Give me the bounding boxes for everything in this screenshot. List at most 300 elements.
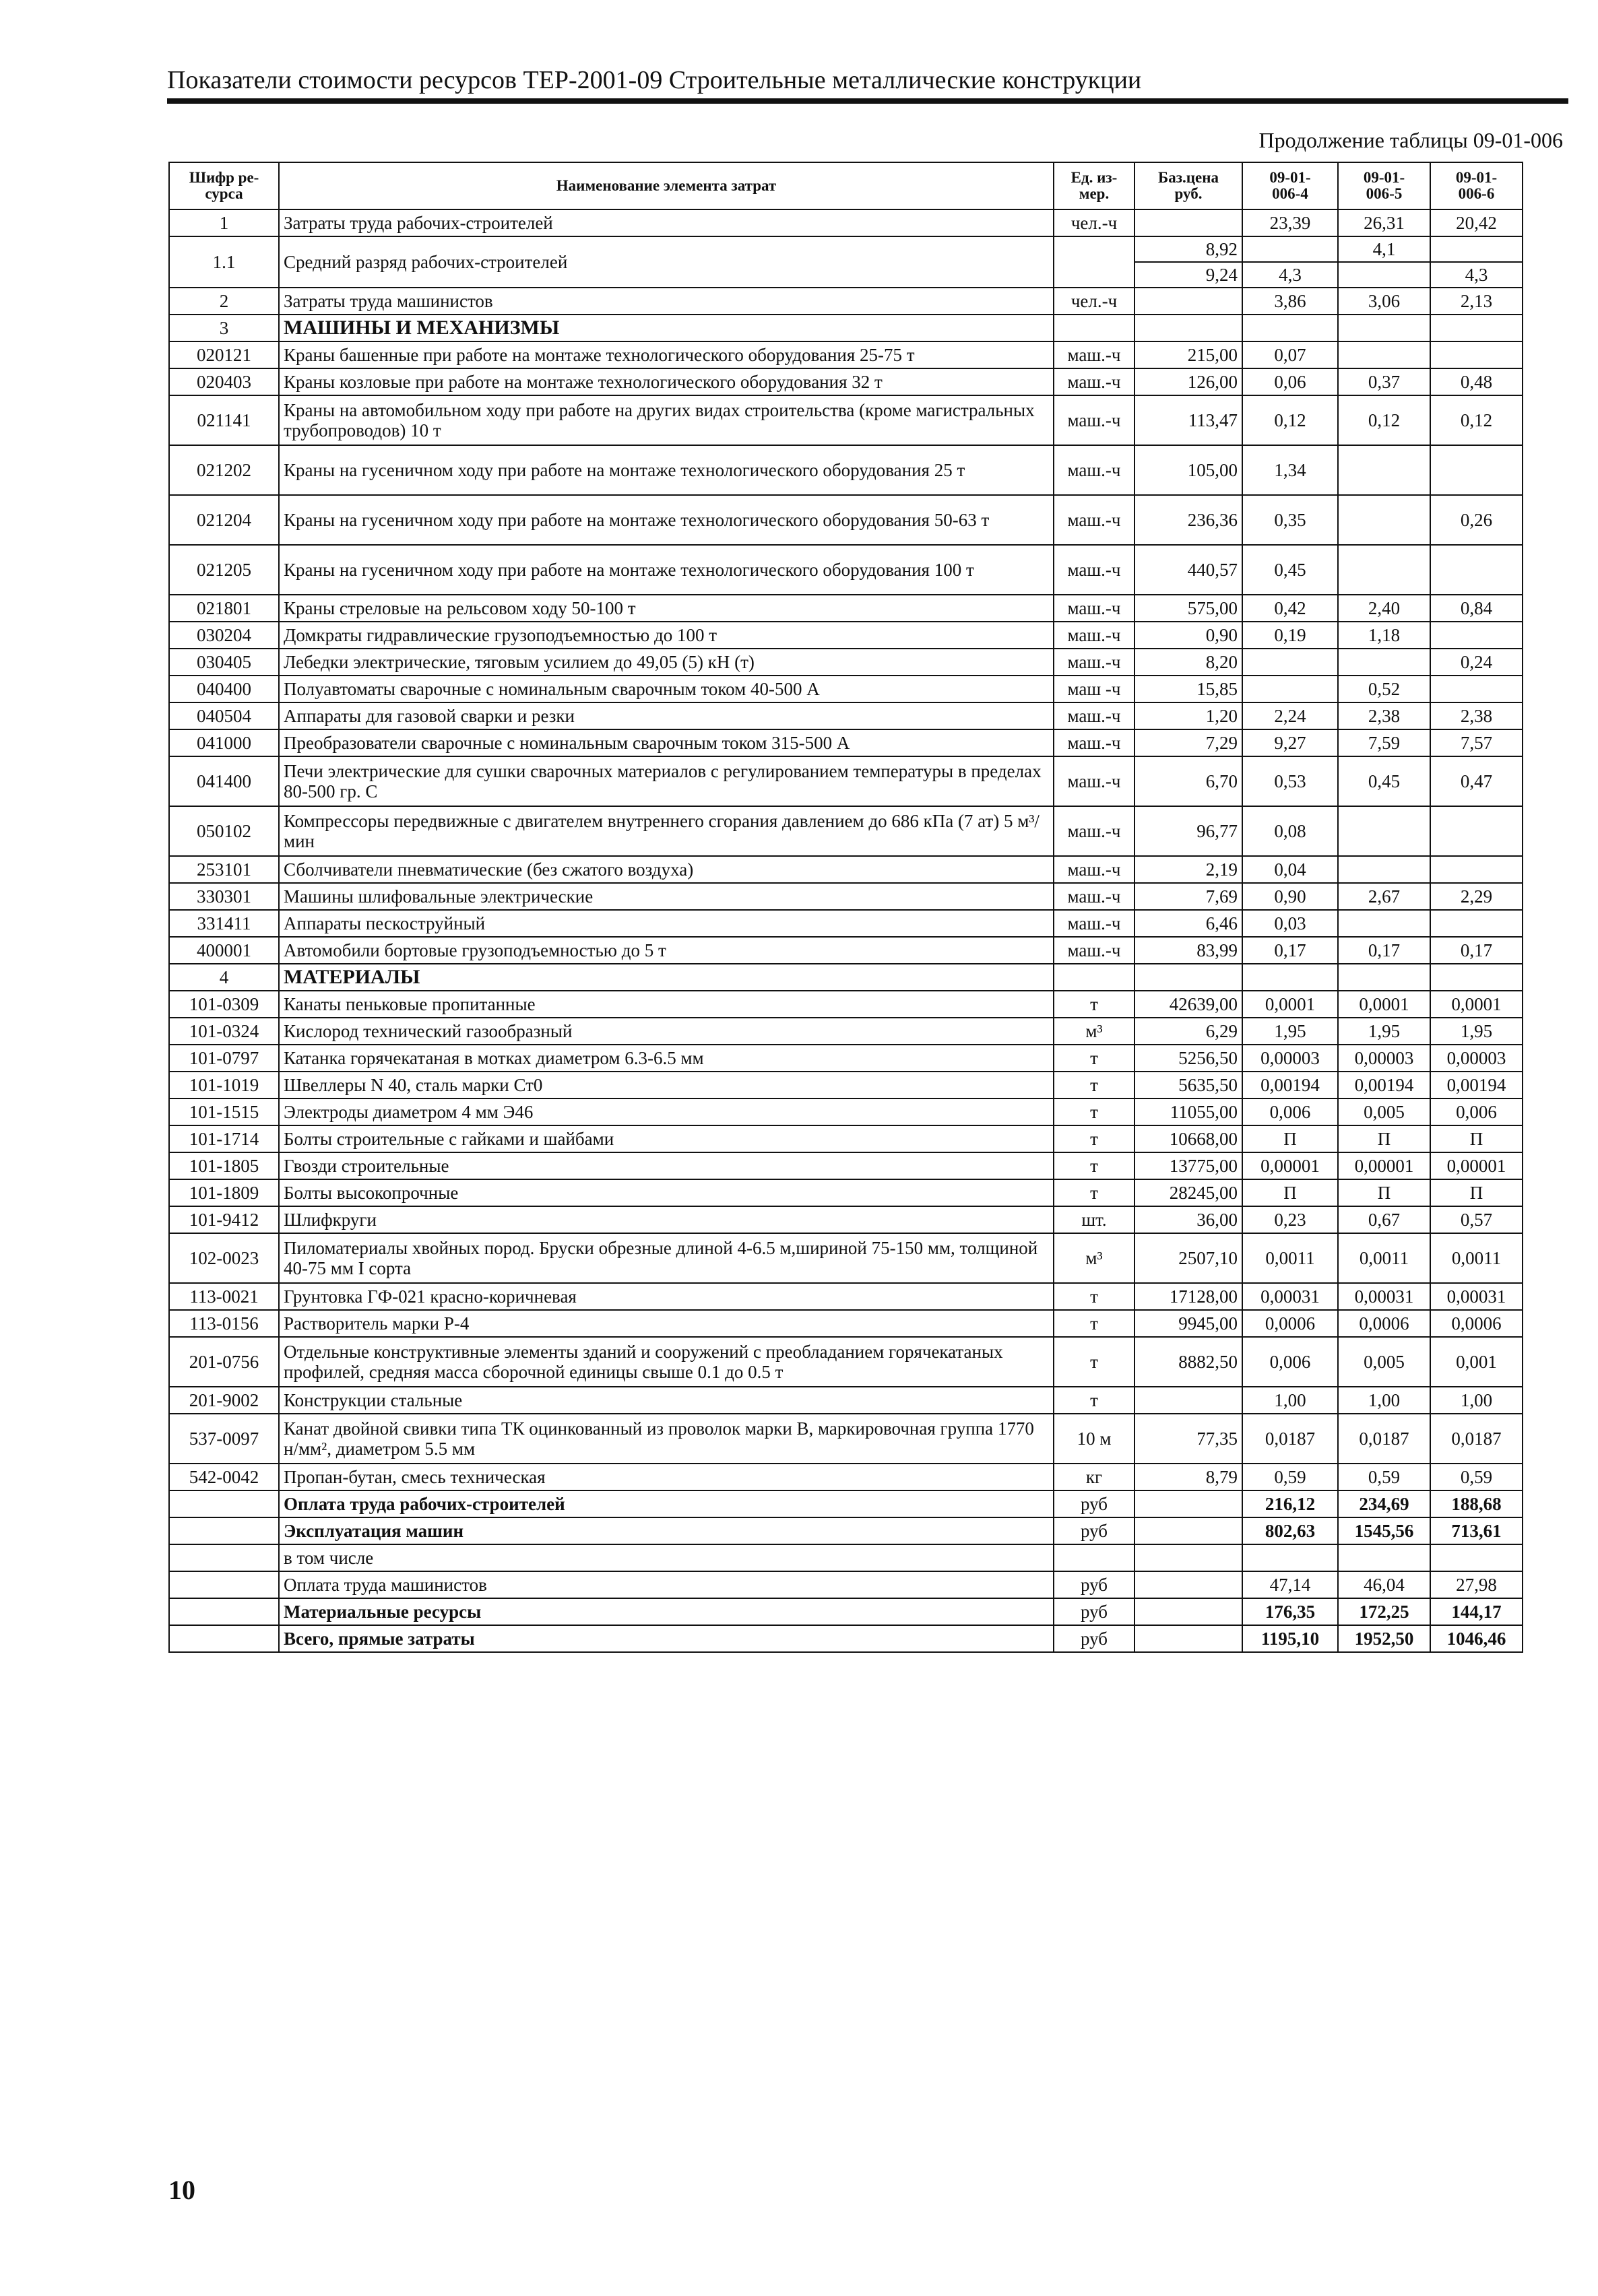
norm-value-006-6: 0,84 [1430,595,1523,622]
norm-value-006-6: 0,00194 [1430,1072,1523,1098]
base-price [1134,1571,1242,1598]
unit-of-measure: т [1054,1072,1134,1098]
norm-value-006-5 [1338,495,1430,545]
table-row [169,315,1523,341]
norm-value-006-4 [1242,315,1338,341]
norm-value-006-5: 0,12 [1338,395,1430,445]
table-row [169,1490,1523,1517]
norm-value-006-5: 26,31 [1338,209,1430,236]
norm-value-006-6 [1430,856,1523,883]
unit-of-measure: маш.-ч [1054,729,1134,756]
base-price [1134,288,1242,315]
unit-of-measure: т [1054,1179,1134,1206]
norm-value-006-4: 216,12 [1242,1490,1338,1517]
resource-code: 021202 [169,445,279,495]
table-row [169,1598,1523,1625]
resource-code: 021204 [169,495,279,545]
base-price: 236,36 [1134,495,1242,545]
cost-element-name: Печи электрические для сушки сварочных материалов с регулированием температуры в пределах 80-500 гр. С [279,756,1054,806]
norm-value-006-6 [1430,910,1523,937]
base-price [1134,1490,1242,1517]
unit-of-measure: т [1054,1045,1134,1072]
norm-value-006-4: 0,23 [1242,1206,1338,1233]
resource-code: 040504 [169,702,279,729]
table-row [169,1283,1523,1310]
cost-element-name: Оплата труда рабочих-строителей [279,1490,1054,1517]
table-row [169,1571,1523,1598]
cost-element-name: Шлифкруги [279,1206,1054,1233]
base-price: 83,99 [1134,937,1242,964]
norm-value-006-4: 1,95 [1242,1018,1338,1045]
table-header-row [169,162,1523,209]
norm-value-006-6: П [1430,1179,1523,1206]
norm-value-006-5 [1338,1544,1430,1571]
norm-value-006-5: 4,1 [1338,236,1430,262]
unit-of-measure [1054,964,1134,991]
unit-of-measure: маш.-ч [1054,937,1134,964]
table-row [169,1098,1523,1125]
norm-value-006-6 [1430,622,1523,649]
document-title: Показатели стоимости ресурсов ТЕР-2001-09 Строительные металлические конструкции [167,66,1142,94]
norm-value-006-4 [1242,1544,1338,1571]
norm-value-006-5 [1338,649,1430,676]
unit-of-measure [1054,236,1134,288]
table-row [169,495,1523,545]
base-price: 42639,00 [1134,991,1242,1018]
norm-value-006-5 [1338,806,1430,856]
norm-value-006-6 [1430,676,1523,702]
resource-code: 1 [169,209,279,236]
norm-value-006-6: 0,0006 [1430,1310,1523,1337]
table-row [169,964,1523,991]
norm-value-006-4: 0,0187 [1242,1414,1338,1464]
unit-of-measure: маш.-ч [1054,445,1134,495]
table-row [169,395,1523,445]
norm-value-006-4: 0,06 [1242,368,1338,395]
unit-of-measure: т [1054,1125,1134,1152]
unit-of-measure [1054,1544,1134,1571]
base-price: 15,85 [1134,676,1242,702]
base-price [1134,1598,1242,1625]
norm-value-006-4: 0,35 [1242,495,1338,545]
norm-value-006-4: 0,42 [1242,595,1338,622]
norm-value-006-5: 1545,56 [1338,1517,1430,1544]
table-row [169,341,1523,368]
norm-value-006-6: 0,47 [1430,756,1523,806]
cost-element-name: Всего, прямые затраты [279,1625,1054,1652]
norm-value-006-6: 0,24 [1430,649,1523,676]
resource-code: 021801 [169,595,279,622]
table-row [169,1387,1523,1414]
base-price: 440,57 [1134,545,1242,595]
norm-value-006-4: 0,08 [1242,806,1338,856]
norm-value-006-6: 0,00031 [1430,1283,1523,1310]
cost-element-name: Сболчиватели пневматические (без сжатого воздуха) [279,856,1054,883]
cost-element-name: Эксплуатация машин [279,1517,1054,1544]
cost-element-name: Краны на гусеничном ходу при работе на монтаже технологического оборудования 50-63 т [279,495,1054,545]
base-price: 6,29 [1134,1018,1242,1045]
resource-code: 101-0309 [169,991,279,1018]
norm-value-006-4: 0,04 [1242,856,1338,883]
base-price [1134,1625,1242,1652]
cost-element-name: МАТЕРИАЛЫ [279,964,1054,991]
norm-value-006-4: 1,00 [1242,1387,1338,1414]
norm-value-006-4: 0,00003 [1242,1045,1338,1072]
resource-code: 113-0021 [169,1283,279,1310]
cost-element-name: Грунтовка ГФ-021 красно-коричневая [279,1283,1054,1310]
norm-value-006-6: 0,006 [1430,1098,1523,1125]
unit-of-measure: маш.-ч [1054,595,1134,622]
norm-value-006-5: 0,00031 [1338,1283,1430,1310]
resource-code [169,1517,279,1544]
resource-code: 253101 [169,856,279,883]
table-row [169,1414,1523,1464]
norm-value-006-4: 4,3 [1242,262,1338,288]
norm-value-006-5: 1,00 [1338,1387,1430,1414]
norm-value-006-6: 27,98 [1430,1571,1523,1598]
norm-value-006-6 [1430,236,1523,262]
resource-code: 041400 [169,756,279,806]
norm-value-006-6 [1430,806,1523,856]
resource-code: 201-0756 [169,1337,279,1387]
norm-value-006-4: 9,27 [1242,729,1338,756]
norm-value-006-5: П [1338,1125,1430,1152]
norm-value-006-4: 0,006 [1242,1337,1338,1387]
norm-value-006-6: 188,68 [1430,1490,1523,1517]
base-price: 8,92 [1134,236,1242,262]
resource-code: 331411 [169,910,279,937]
unit-of-measure: маш.-ч [1054,495,1134,545]
unit-of-measure [1054,315,1134,341]
resource-code: 2 [169,288,279,315]
norm-value-006-5 [1338,445,1430,495]
base-price: 5635,50 [1134,1072,1242,1098]
table-row [169,1018,1523,1045]
unit-of-measure: т [1054,1098,1134,1125]
norm-value-006-4: 0,53 [1242,756,1338,806]
unit-of-measure: маш.-ч [1054,756,1134,806]
norm-value-006-5: 234,69 [1338,1490,1430,1517]
norm-value-006-5: 0,00003 [1338,1045,1430,1072]
unit-of-measure: т [1054,1337,1134,1387]
unit-of-measure: маш.-ч [1054,395,1134,445]
norm-value-006-4: 0,17 [1242,937,1338,964]
table-row [169,1179,1523,1206]
base-price: 9945,00 [1134,1310,1242,1337]
norm-value-006-6: 2,38 [1430,702,1523,729]
unit-of-measure: 10 м [1054,1414,1134,1464]
unit-of-measure: руб [1054,1490,1134,1517]
base-price: 8882,50 [1134,1337,1242,1387]
resource-code: 101-1809 [169,1179,279,1206]
cost-element-name: Пропан-бутан, смесь техническая [279,1464,1054,1490]
table-row [169,595,1523,622]
norm-value-006-6 [1430,315,1523,341]
norm-value-006-4: 0,03 [1242,910,1338,937]
unit-of-measure: т [1054,1310,1134,1337]
norm-value-006-4: 1195,10 [1242,1625,1338,1652]
norm-value-006-4: 0,0001 [1242,991,1338,1018]
norm-value-006-6: 0,001 [1430,1337,1523,1387]
table-row [169,1072,1523,1098]
cost-element-name: Болты строительные с гайками и шайбами [279,1125,1054,1152]
base-price: 105,00 [1134,445,1242,495]
resource-code: 101-1714 [169,1125,279,1152]
cost-element-name: Компрессоры передвижные с двигателем внутреннего сгорания давлением до 686 кПа (7 ат) 5 м³/мин [279,806,1054,856]
base-price: 0,90 [1134,622,1242,649]
base-price: 575,00 [1134,595,1242,622]
norm-value-006-4 [1242,964,1338,991]
cost-element-name: Болты высокопрочные [279,1179,1054,1206]
base-price: 113,47 [1134,395,1242,445]
cost-element-name: Лебедки электрические, тяговым усилием до 49,05 (5) кН (т) [279,649,1054,676]
unit-of-measure: маш.-ч [1054,545,1134,595]
resource-code [169,1490,279,1517]
base-price: 215,00 [1134,341,1242,368]
column-header: Баз.цена руб. [1134,162,1242,209]
cost-element-name: Электроды диаметром 4 мм Э46 [279,1098,1054,1125]
cost-element-name: Домкраты гидравлические грузоподъемностью до 100 т [279,622,1054,649]
column-header: 09-01- 006-5 [1338,162,1430,209]
cost-element-name: Материальные ресурсы [279,1598,1054,1625]
resource-code: 542-0042 [169,1464,279,1490]
resource-code: 021205 [169,545,279,595]
resource-code: 537-0097 [169,1414,279,1464]
norm-value-006-4: 1,34 [1242,445,1338,495]
resource-code: 101-1805 [169,1152,279,1179]
cost-element-name: Преобразователи сварочные с номинальным сварочным током 315-500 А [279,729,1054,756]
table-row [169,1517,1523,1544]
norm-value-006-4: 0,006 [1242,1098,1338,1125]
table-continuation-label: Продолжение таблицы 09-01-006 [1258,128,1563,152]
norm-value-006-5: 172,25 [1338,1598,1430,1625]
norm-value-006-6 [1430,445,1523,495]
norm-value-006-5: 2,40 [1338,595,1430,622]
column-header: Ед. из- мер. [1054,162,1134,209]
resource-code: 201-9002 [169,1387,279,1414]
unit-of-measure: м³ [1054,1018,1134,1045]
norm-value-006-4: 0,00001 [1242,1152,1338,1179]
table-body [169,209,1523,1652]
cost-element-name: Швеллеры N 40, сталь марки Ст0 [279,1072,1054,1098]
norm-value-006-5 [1338,315,1430,341]
table-row [169,1233,1523,1283]
norm-value-006-5: 1,18 [1338,622,1430,649]
norm-value-006-5 [1338,856,1430,883]
norm-value-006-4: 176,35 [1242,1598,1338,1625]
base-price: 2507,10 [1134,1233,1242,1283]
resource-code: 3 [169,315,279,341]
table-row [169,545,1523,595]
norm-value-006-5 [1338,341,1430,368]
norm-value-006-5: 0,17 [1338,937,1430,964]
cost-element-name: Краны стреловые на рельсовом ходу 50-100 т [279,595,1054,622]
base-price: 7,29 [1134,729,1242,756]
table-row [169,1045,1523,1072]
norm-value-006-5: 0,00001 [1338,1152,1430,1179]
cost-element-name: Машины шлифовальные электрические [279,883,1054,910]
resource-code: 030405 [169,649,279,676]
table-row [169,1310,1523,1337]
table-row [169,1625,1523,1652]
norm-value-006-4: 802,63 [1242,1517,1338,1544]
unit-of-measure: т [1054,1152,1134,1179]
norm-value-006-6: 7,57 [1430,729,1523,756]
unit-of-measure: руб [1054,1571,1134,1598]
norm-value-006-6: 0,59 [1430,1464,1523,1490]
unit-of-measure: маш.-ч [1054,622,1134,649]
column-header: Наименование элемента затрат [279,162,1054,209]
norm-value-006-4: 2,24 [1242,702,1338,729]
base-price: 6,70 [1134,756,1242,806]
table-row [169,991,1523,1018]
base-price: 7,69 [1134,883,1242,910]
table-row [169,445,1523,495]
base-price: 9,24 [1134,262,1242,288]
norm-value-006-6 [1430,1544,1523,1571]
table-row [169,649,1523,676]
norm-value-006-6: 0,0187 [1430,1414,1523,1464]
norm-value-006-4: 3,86 [1242,288,1338,315]
norm-value-006-5: 2,67 [1338,883,1430,910]
norm-value-006-6 [1430,545,1523,595]
page-number: 10 [168,2175,195,2205]
norm-value-006-5: 0,00194 [1338,1072,1430,1098]
unit-of-measure: маш.-ч [1054,910,1134,937]
unit-of-measure: кг [1054,1464,1134,1490]
table-row [169,1464,1523,1490]
cost-element-name: МАШИНЫ И МЕХАНИЗМЫ [279,315,1054,341]
norm-value-006-5: 3,06 [1338,288,1430,315]
page-header [167,65,1568,96]
norm-value-006-6 [1430,964,1523,991]
base-price: 8,79 [1134,1464,1242,1490]
cost-element-name: Аппараты пескоструйный [279,910,1054,937]
cost-element-name: в том числе [279,1544,1054,1571]
cost-element-name: Отдельные конструктивные элементы зданий и сооружений с преобладанием горячекатаных профилей, средняя масса сборочной единицы свыше 0.1 до 0.5 т [279,1337,1054,1387]
norm-value-006-6: 0,26 [1430,495,1523,545]
cost-element-name: Краны на гусеничном ходу при работе на монтаже технологического оборудования 100 т [279,545,1054,595]
base-price: 11055,00 [1134,1098,1242,1125]
norm-value-006-6: 0,00003 [1430,1045,1523,1072]
cost-element-name: Аппараты для газовой сварки и резки [279,702,1054,729]
base-price: 10668,00 [1134,1125,1242,1152]
cost-element-name: Полуавтоматы сварочные с номинальным сварочным током 40-500 А [279,676,1054,702]
table-row [169,1125,1523,1152]
unit-of-measure: руб [1054,1598,1134,1625]
resource-code: 330301 [169,883,279,910]
norm-value-006-4 [1242,236,1338,262]
norm-value-006-4: П [1242,1179,1338,1206]
norm-value-006-5 [1338,262,1430,288]
column-header: 09-01- 006-6 [1430,162,1523,209]
norm-value-006-4 [1242,649,1338,676]
base-price [1134,1517,1242,1544]
cost-element-name: Оплата труда машинистов [279,1571,1054,1598]
cost-element-name: Краны на автомобильном ходу при работе на других видах строительства (кроме магистральных трубопроводов) 10 т [279,395,1054,445]
resource-code: 4 [169,964,279,991]
norm-value-006-6: 144,17 [1430,1598,1523,1625]
unit-of-measure: маш.-ч [1054,702,1134,729]
base-price: 8,20 [1134,649,1242,676]
norm-value-006-4: 0,19 [1242,622,1338,649]
norm-value-006-4: 0,00031 [1242,1283,1338,1310]
resource-code: 113-0156 [169,1310,279,1337]
resource-code: 050102 [169,806,279,856]
resource-code: 101-0797 [169,1045,279,1072]
norm-value-006-5: П [1338,1179,1430,1206]
norm-value-006-6: П [1430,1125,1523,1152]
unit-of-measure: руб [1054,1517,1134,1544]
cost-element-name: Растворитель марки Р-4 [279,1310,1054,1337]
table-row [169,806,1523,856]
norm-value-006-5: 1,95 [1338,1018,1430,1045]
resource-code: 1.1 [169,236,279,288]
unit-of-measure: маш.-ч [1054,883,1134,910]
norm-value-006-5: 0,0187 [1338,1414,1430,1464]
norm-value-006-6: 713,61 [1430,1517,1523,1544]
norm-value-006-5: 0,005 [1338,1098,1430,1125]
cost-element-name: Кислород технический газообразный [279,1018,1054,1045]
norm-value-006-5: 0,0006 [1338,1310,1430,1337]
resource-cost-table [168,162,1523,1653]
norm-value-006-6: 0,0011 [1430,1233,1523,1283]
cost-element-name: Конструкции стальные [279,1387,1054,1414]
norm-value-006-4: 23,39 [1242,209,1338,236]
resource-code: 021141 [169,395,279,445]
norm-value-006-6: 2,29 [1430,883,1523,910]
cost-element-name: Канат двойной свивки типа ТК оцинкованный из проволок марки В, маркировочная группа 1770 н/мм², диаметром 5.5 мм [279,1414,1054,1464]
norm-value-006-6: 0,12 [1430,395,1523,445]
norm-value-006-4: 0,0011 [1242,1233,1338,1283]
norm-value-006-5: 1952,50 [1338,1625,1430,1652]
norm-value-006-6: 0,17 [1430,937,1523,964]
unit-of-measure: маш.-ч [1054,368,1134,395]
unit-of-measure: т [1054,1387,1134,1414]
base-price: 28245,00 [1134,1179,1242,1206]
norm-value-006-4: П [1242,1125,1338,1152]
norm-value-006-6: 0,0001 [1430,991,1523,1018]
norm-value-006-6: 0,00001 [1430,1152,1523,1179]
resource-code [169,1544,279,1571]
base-price: 17128,00 [1134,1283,1242,1310]
table-row [169,883,1523,910]
base-price: 36,00 [1134,1206,1242,1233]
norm-value-006-4: 0,90 [1242,883,1338,910]
norm-value-006-5: 0,59 [1338,1464,1430,1490]
base-price: 126,00 [1134,368,1242,395]
base-price: 6,46 [1134,910,1242,937]
norm-value-006-5: 0,52 [1338,676,1430,702]
resource-code: 101-1515 [169,1098,279,1125]
unit-of-measure: маш -ч [1054,676,1134,702]
resource-code: 101-9412 [169,1206,279,1233]
base-price [1134,315,1242,341]
cost-element-name: Затраты труда машинистов [279,288,1054,315]
base-price [1134,964,1242,991]
resource-code: 040400 [169,676,279,702]
table-row [169,856,1523,883]
unit-of-measure: маш.-ч [1054,341,1134,368]
norm-value-006-6: 0,57 [1430,1206,1523,1233]
cost-element-name: Краны башенные при работе на монтаже технологического оборудования 25-75 т [279,341,1054,368]
column-header: 09-01- 006-4 [1242,162,1338,209]
cost-element-name: Краны на гусеничном ходу при работе на монтаже технологического оборудования 25 т [279,445,1054,495]
norm-value-006-4: 0,07 [1242,341,1338,368]
unit-of-measure: м³ [1054,1233,1134,1283]
cost-element-name: Канаты пеньковые пропитанные [279,991,1054,1018]
resource-code: 030204 [169,622,279,649]
